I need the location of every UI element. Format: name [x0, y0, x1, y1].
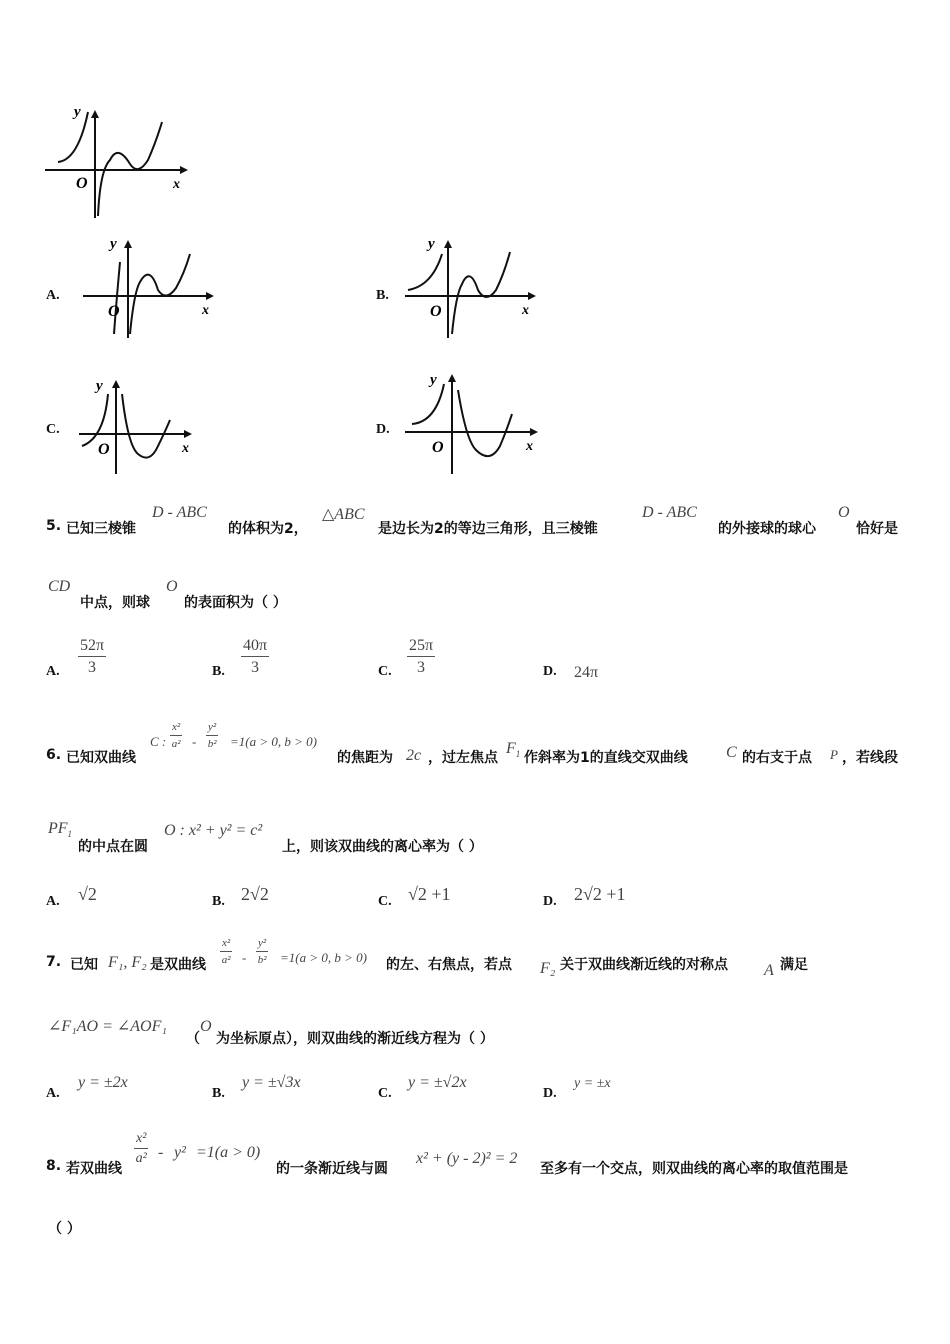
- q6-math-circle: O : x² + y² = c²: [164, 822, 263, 839]
- q6-text-5: 的右支于点: [742, 750, 812, 766]
- q7-option-d-label[interactable]: D.: [543, 1086, 557, 1101]
- svg-text:O: O: [432, 439, 444, 456]
- q8-text-4: （ ）: [48, 1221, 81, 1237]
- option-a-graph[interactable]: [78, 234, 218, 344]
- q5-text-3: 是边长为2的等边三角形，且三棱锥: [378, 521, 598, 537]
- option-c-label[interactable]: C.: [46, 422, 60, 437]
- q5-text-7: 的表面积为（ ）: [184, 595, 287, 611]
- svg-text:x: x: [526, 439, 533, 454]
- svg-text:O: O: [108, 303, 120, 320]
- q6-text-1: 已知双曲线: [66, 750, 136, 766]
- q6-option-c-value[interactable]: √2 +1: [408, 884, 451, 904]
- option-d-graph[interactable]: [400, 366, 550, 478]
- q5-math-triangle: △ABC: [322, 506, 365, 523]
- q8-rhs: =1(a > 0): [196, 1144, 261, 1161]
- q7-math-o: O: [200, 1018, 212, 1035]
- q5-text-5: 恰好是: [856, 521, 898, 537]
- top-function-graph: [40, 98, 190, 223]
- q8-frac-x: $\frac{\text{x²}}{\text{a²}}$: [135, 1131, 147, 1166]
- q7-frac-x: $\frac{\text{x²}}{\text{a²}}$: [221, 937, 231, 966]
- q6-option-a-label[interactable]: A.: [46, 894, 60, 909]
- svg-text:x: x: [173, 177, 180, 192]
- q7-math-foci: F₁, F₂: [108, 954, 147, 971]
- q6-rhs: =1(a > 0, b > 0): [230, 734, 317, 749]
- q6-math-2c: 2c: [406, 747, 422, 764]
- svg-text:y: y: [430, 372, 437, 388]
- q7-rhs: =1(a > 0, b > 0): [280, 950, 367, 965]
- q6-math-pf1: $PF_1$: [48, 820, 73, 840]
- q8-text-3: 至多有一个交点，则双曲线的离心率的取值范围是: [540, 1161, 848, 1177]
- svg-text:O: O: [430, 303, 442, 320]
- q7-option-a-value[interactable]: y = ±2x: [78, 1074, 128, 1091]
- svg-text:x: x: [202, 303, 209, 318]
- svg-text:x: x: [522, 303, 529, 318]
- q6-math-c: C: [726, 744, 737, 761]
- q8-text-2: 的一条渐近线与圆: [276, 1161, 388, 1177]
- q6-text-2: 的焦距为: [337, 750, 393, 766]
- q7-option-c-label[interactable]: C.: [378, 1086, 392, 1101]
- q5-text-2: 的体积为2，: [228, 521, 308, 537]
- option-c-graph[interactable]: [74, 376, 204, 478]
- q5-option-c-value[interactable]: $\frac{25\pi}{3}$: [409, 637, 434, 676]
- svg-text:y: y: [74, 104, 81, 120]
- q6-text-7: 的中点在圆: [78, 839, 148, 855]
- q7-minus: -: [242, 950, 247, 965]
- q7-text-1: 已知: [70, 957, 98, 973]
- q5-math-o: O: [838, 504, 850, 521]
- q5-option-a-label[interactable]: A.: [46, 664, 60, 679]
- q5-text-1: 已知三棱锥: [66, 521, 136, 537]
- q7-text-5: 满足: [780, 957, 808, 973]
- q6-text-3: ，过左焦点: [428, 750, 498, 766]
- q7-math-angle: ∠F₁AO = ∠AOF₁: [48, 1018, 167, 1035]
- q6-minus: -: [192, 734, 197, 749]
- svg-text:O: O: [98, 441, 110, 458]
- q6-frac-y: $\frac{\text{y²}}{\text{b²}}$: [207, 721, 217, 750]
- q7-text-6: （: [186, 1031, 200, 1047]
- svg-text:y: y: [96, 378, 103, 394]
- q5-option-a-value[interactable]: $\frac{52\pi}{3}$: [80, 637, 105, 676]
- q5-option-b-value[interactable]: $\frac{40\pi}{3}$: [243, 637, 268, 676]
- q6-option-c-label[interactable]: C.: [378, 894, 392, 909]
- q7-option-b-value[interactable]: y = ±√3x: [242, 1074, 301, 1091]
- q7-option-b-label[interactable]: B.: [212, 1086, 225, 1101]
- q6-math-p: P: [830, 747, 838, 762]
- q6-frac-x: $\frac{\text{x²}}{\text{a²}}$: [171, 721, 181, 750]
- q7-text-7: 为坐标原点），则双曲线的渐近线方程为（ ）: [216, 1031, 494, 1047]
- q6-option-d-label[interactable]: D.: [543, 894, 557, 909]
- q6-number: 6.: [46, 747, 62, 763]
- option-b-label[interactable]: B.: [376, 288, 389, 303]
- q5-math-cd: CD: [48, 578, 71, 595]
- q7-option-a-label[interactable]: A.: [46, 1086, 60, 1101]
- q6-text-4: 作斜率为1的直线交双曲线: [524, 750, 688, 766]
- q6-option-a-value[interactable]: √2: [78, 884, 97, 904]
- q6-text-8: 上，则该双曲线的离心率为（ ）: [282, 839, 483, 855]
- option-b-graph[interactable]: [400, 234, 540, 344]
- q7-text-4: 关于双曲线渐近线的对称点: [560, 957, 728, 973]
- q7-number: 7.: [46, 954, 62, 970]
- q7-text-2: 是双曲线: [150, 957, 206, 973]
- q8-y2: y²: [174, 1144, 186, 1161]
- q8-math-circle: x² + (y - 2)² = 2: [416, 1150, 518, 1167]
- q6-text-6: ，若线段: [842, 750, 898, 766]
- svg-text:y: y: [428, 236, 435, 252]
- q5-option-d-value[interactable]: 24π: [574, 664, 599, 681]
- option-d-label[interactable]: D.: [376, 422, 390, 437]
- q5-math-o-2: O: [166, 578, 178, 595]
- q5-text-4: 的外接球的球心: [718, 521, 816, 537]
- q6-option-d-value[interactable]: 2√2 +1: [574, 884, 626, 904]
- q6-math-f1: $F_1$: [506, 740, 521, 760]
- q5-number: 5.: [46, 518, 62, 534]
- option-a-label[interactable]: A.: [46, 288, 60, 303]
- q7-option-c-value[interactable]: y = ±√2x: [408, 1074, 467, 1091]
- q8-text-1: 若双曲线: [66, 1161, 122, 1177]
- svg-text:O: O: [76, 175, 88, 192]
- q7-math-a: A: [764, 962, 774, 979]
- q5-option-c-label[interactable]: C.: [378, 664, 392, 679]
- q7-option-d-value[interactable]: y = ±x: [574, 1076, 611, 1091]
- q7-text-3: 的左、右焦点，若点: [386, 957, 512, 973]
- q5-option-b-label[interactable]: B.: [212, 664, 225, 679]
- svg-text:y: y: [110, 236, 117, 252]
- q6-option-b-label[interactable]: B.: [212, 894, 225, 909]
- q5-math-tetra: D - ABC: [152, 504, 207, 521]
- q6-option-b-value[interactable]: 2√2: [241, 884, 269, 904]
- q5-option-d-label[interactable]: D.: [543, 664, 557, 679]
- q5-text-6: 中点，则球: [80, 595, 150, 611]
- svg-text:x: x: [182, 441, 189, 456]
- q8-number: 8.: [46, 1158, 62, 1174]
- q8-minus: -: [158, 1144, 164, 1161]
- q7-frac-y: $\frac{\text{y²}}{\text{b²}}$: [257, 937, 267, 966]
- q7-math-f2: F₂: [540, 960, 556, 977]
- q6-curve-label: C :: [150, 734, 167, 749]
- q5-math-tetra-2: D - ABC: [642, 504, 697, 521]
